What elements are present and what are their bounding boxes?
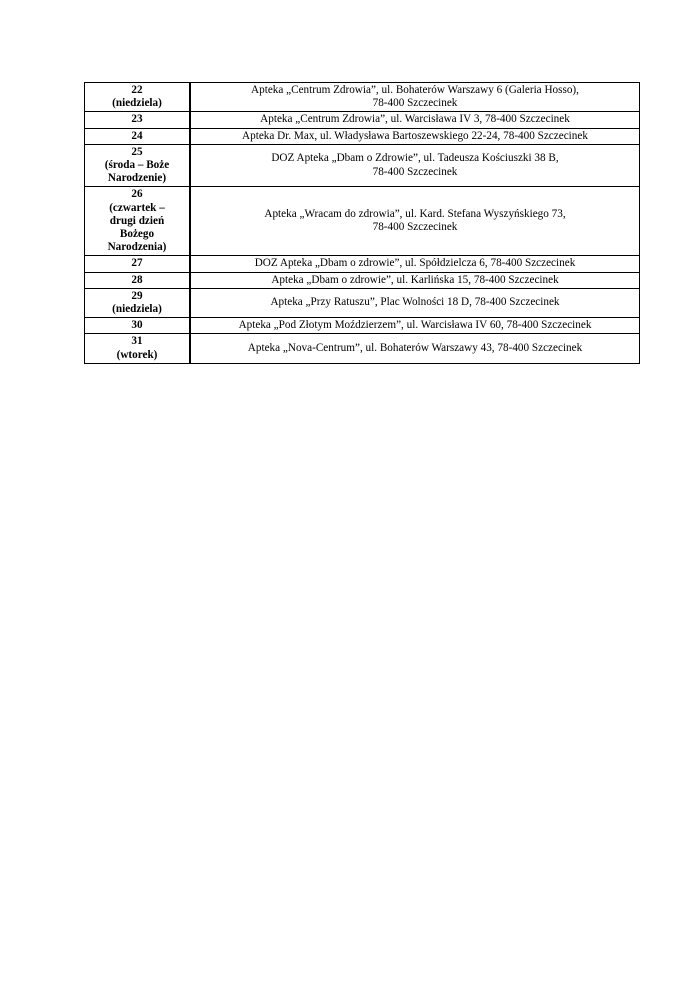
pharmacy-cell <box>190 334 640 363</box>
pharmacy-cell <box>190 128 640 144</box>
day-cell <box>85 187 191 256</box>
day-cell <box>85 128 191 144</box>
day-cell <box>85 83 191 112</box>
pharmacy-address: Apteka „Centrum Zdrowia”, ul. Bohaterów Warszawy 6 (Galeria Hosso), <box>251 84 579 96</box>
pharmacy-address: Apteka „Centrum Zdrowia”, ul. Warcisława IV 3, 78-400 Szczecinek <box>260 113 570 126</box>
pharmacy-address: DOZ Apteka „Dbam o Zdrowie”, ul. Tadeusza Kościuszki 38 B, <box>271 152 559 165</box>
day-number: 22 <box>131 84 143 96</box>
pharmacy-city: 78-400 Szczecinek <box>372 165 458 178</box>
day-cell <box>85 272 191 288</box>
table-row <box>85 83 640 112</box>
day-note: Bożego <box>119 228 155 241</box>
pharmacy-address: Apteka „Nova-Centrum”, ul. Bohaterów Warszawy 43, 78-400 Szczecinek <box>247 342 583 355</box>
pharmacy-address: Apteka „Pod Złotym Moździerzem”, ul. Warcisława IV 60, 78-400 Szczecinek <box>238 319 592 332</box>
day-number: 26 <box>131 188 143 201</box>
pharmacy-address: Apteka „Przy Ratuszu”, Plac Wolności 18 D, 78-400 Szczecinek <box>270 296 560 309</box>
pharmacy-cell <box>190 112 640 128</box>
pharmacy-cell <box>190 187 640 256</box>
table-row <box>85 112 640 128</box>
day-cell <box>85 112 191 128</box>
table-row <box>85 318 640 334</box>
day-note: Narodzenia) <box>107 241 167 254</box>
table-row <box>85 288 640 317</box>
pharmacy-city: 78-400 Szczecinek <box>372 221 458 234</box>
table-row <box>85 256 640 272</box>
day-cell <box>85 318 191 334</box>
table-row <box>85 128 640 144</box>
day-number: 31 <box>131 335 143 348</box>
day-number: 25 <box>131 145 143 158</box>
pharmacy-cell <box>190 272 640 288</box>
day-number: 28 <box>131 273 143 286</box>
table-row <box>85 187 640 256</box>
table-row <box>85 272 640 288</box>
pharmacy-address: DOZ Apteka „Dbam o zdrowie”, ul. Spółdzielcza 6, 78-400 Szczecinek <box>254 257 576 270</box>
pharmacy-city: 78-400 Szczecinek <box>372 97 458 110</box>
day-note: Narodzenie) <box>107 172 167 185</box>
day-cell <box>85 334 191 363</box>
pharmacy-cell <box>190 83 640 112</box>
day-note: (wtorek) <box>116 348 158 361</box>
pharmacy-address: Apteka Dr. Max, ul. Władysława Bartoszewskiego 22-24, 78-400 Szczecinek <box>242 129 588 142</box>
pharmacy-address: Apteka „Dbam o zdrowie”, ul. Karlińska 15, 78-400 Szczecinek <box>271 273 559 286</box>
day-note: (czwartek – <box>109 201 165 214</box>
table-row <box>85 144 640 187</box>
pharmacy-address: Apteka „Wracam do zdrowia”, ul. Kard. Stefana Wyszyńskiego 73, <box>264 208 566 221</box>
day-cell <box>85 288 191 317</box>
day-number: 24 <box>131 129 143 142</box>
day-number: 30 <box>131 319 143 332</box>
pharmacy-duty-table <box>84 82 640 364</box>
day-cell <box>85 256 191 272</box>
day-note: (niedziela) <box>112 303 162 316</box>
day-note: (środa – Boże <box>104 159 170 172</box>
day-note: (niedziela) <box>112 97 162 110</box>
pharmacy-cell <box>190 288 640 317</box>
day-number: 23 <box>131 113 143 126</box>
pharmacy-cell <box>190 318 640 334</box>
day-number: 27 <box>131 257 143 270</box>
day-note: drugi dzień <box>109 214 165 227</box>
day-cell <box>85 144 191 187</box>
pharmacy-cell <box>190 144 640 187</box>
day-number: 29 <box>131 289 143 302</box>
table-row <box>85 334 640 363</box>
pharmacy-cell <box>190 256 640 272</box>
